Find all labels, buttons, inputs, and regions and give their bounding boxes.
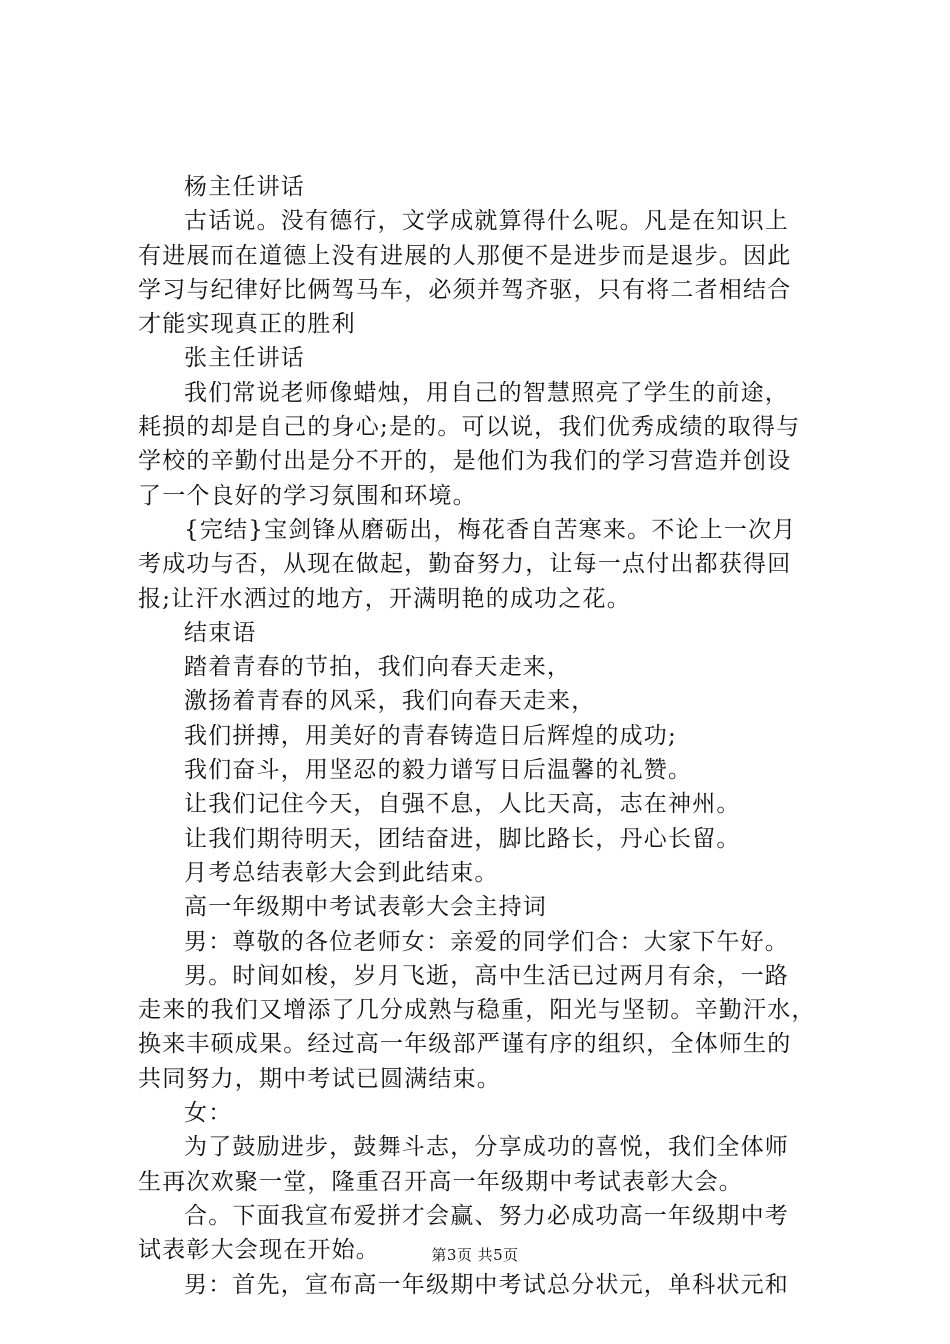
- text-line: 激扬着青春的风采，我们向春天走来，: [184, 688, 596, 715]
- text-line: 杨主任讲话: [184, 174, 305, 200]
- text-line: 我们拼搏，用美好的青春铸造日后辉煌的成功;: [184, 722, 677, 749]
- text-line: 张主任讲话: [184, 345, 305, 372]
- text-line: 合。下面我宣布爱拼才会赢、努力必成功高一年级期中考: [184, 1202, 789, 1229]
- text-line: 有进展而在道德上没有进展的人那便不是进步而是退步。因此: [138, 242, 792, 269]
- text-line: 让我们期待明天，团结奋进，脚比路长，丹心长留。: [184, 825, 741, 852]
- text-line: 学校的辛勤付出是分不开的，是他们为我们的学习营造并创设: [138, 448, 792, 475]
- text-line: {完结}宝剑锋从磨砺出，梅花香自苦寒来。不论上一次月: [184, 516, 797, 543]
- text-line: 考成功与否，从现在做起，勤奋努力，让每一点付出都获得回: [138, 551, 792, 578]
- text-line: 古话说。没有德行，文学成就算得什么呢。凡是在知识上: [184, 208, 789, 235]
- text-line: 试表彰大会现在开始。: [138, 1237, 380, 1264]
- text-line: 我们奋斗，用坚忍的毅力谱写日后温馨的礼赞。: [184, 757, 693, 784]
- text-line: 报;让汗水洒过的地方，开满明艳的成功之花。: [138, 585, 631, 612]
- text-line: 高一年级期中考试表彰大会主持词: [184, 894, 547, 921]
- text-line: 耗损的却是自己的身心;是的。可以说，我们优秀成绩的取得与: [138, 414, 801, 441]
- text-line: 男：首先，宣布高一年级期中考试总分状元，单科状元和: [184, 1271, 789, 1298]
- page-footer: 第3页 共5页: [431, 1246, 519, 1264]
- text-line: 学习与纪律好比俩驾马车，必须并驾齐驱，只有将二者相结合: [138, 276, 792, 303]
- text-line: 男：尊敬的各位老师女：亲爱的同学们合：大家下午好。: [184, 928, 789, 955]
- text-line: 踏着青春的节拍，我们向春天走来，: [184, 654, 572, 681]
- text-line: 了一个良好的学习氛围和环境。: [138, 482, 477, 509]
- text-line: 让我们记住今天，自强不息，人比天高，志在神州。: [184, 791, 741, 818]
- text-line: 为了鼓励进步，鼓舞斗志，分享成功的喜悦，我们全体师: [184, 1134, 789, 1161]
- text-line: 结束语: [184, 619, 257, 646]
- text-line: 换来丰硕成果。经过高一年级部严谨有序的组织，全体师生的: [138, 1031, 792, 1058]
- document-body: [138, 170, 838, 1302]
- text-line: 才能实现真正的胜利: [138, 311, 356, 338]
- text-line: 我们常说老师像蜡烛，用自己的智慧照亮了学生的前途，: [184, 379, 789, 406]
- text-line: 男。时间如梭，岁月飞逝，高中生活已过两月有余，一路: [184, 962, 789, 989]
- text-line: 生再次欢聚一堂，隆重召开高一年级期中考试表彰大会。: [138, 1168, 743, 1195]
- text-line: 女：: [184, 1100, 233, 1127]
- text-line: 月考总结表彰大会到此结束。: [184, 859, 499, 886]
- text-line: 共同努力，期中考试已圆满结束。: [138, 1065, 501, 1092]
- text-line: 走来的我们又增添了几分成熟与稳重，阳光与坚韧。辛勤汗水，: [138, 997, 816, 1024]
